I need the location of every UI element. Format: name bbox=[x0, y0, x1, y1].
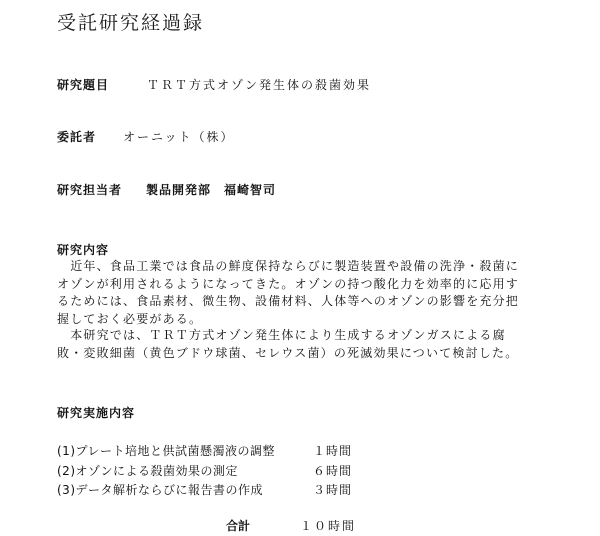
document-title: 受託研究経過録 bbox=[57, 12, 205, 34]
research-theme-label: 研究題目 bbox=[57, 78, 110, 92]
client-label: 委託者 bbox=[57, 130, 97, 144]
research-content-heading: 研究内容 bbox=[57, 243, 110, 257]
task-hours: １時間 bbox=[313, 444, 353, 458]
task-label: (3)データ解析ならびに報告書の作成 bbox=[57, 483, 263, 497]
researcher-label: 研究担当者 bbox=[57, 183, 123, 197]
task-hours: ３時間 bbox=[313, 483, 353, 497]
task-label: (2)オゾンによる殺菌効果の測定 bbox=[57, 464, 238, 478]
client-row bbox=[57, 128, 235, 145]
researcher-row bbox=[57, 181, 277, 198]
researcher-value: 製品開発部 福崎智司 bbox=[146, 183, 277, 197]
research-content-paragraph-2: 本研究では、ＴＲＴ方式オゾン発生体により生成するオゾンガスによる腐敗・変敗細菌（黄色ブドウ球菌、セレウス菌）の死滅効果について検討した。 bbox=[57, 328, 519, 360]
task-item bbox=[57, 481, 387, 497]
task-hours: ６時間 bbox=[313, 464, 353, 478]
task-item bbox=[57, 462, 387, 478]
task-item bbox=[57, 442, 387, 458]
research-theme-row bbox=[57, 76, 372, 93]
total-value: １０時間 bbox=[300, 519, 357, 533]
client-value: オーニット（株） bbox=[123, 130, 235, 144]
total-label: 合計 bbox=[226, 519, 251, 533]
task-label: (1)プレート培地と供試菌懸濁液の調整 bbox=[57, 444, 276, 458]
research-content-paragraph-1: 近年、食品工業では食品の鮮度保持ならびに製造装置や設備の洗浄・殺菌にオゾンが利用されるようになってきた。オゾンの持つ酸化力を効率的に応用するためには、食品素材、微生物、設備材料、人体等へのオゾンの影響を充分把握しておく必要がある。 bbox=[57, 259, 520, 326]
implementation-heading: 研究実施内容 bbox=[57, 406, 136, 420]
research-theme-value: ＴＲＴ方式オゾン発生体の殺菌効果 bbox=[147, 78, 372, 92]
